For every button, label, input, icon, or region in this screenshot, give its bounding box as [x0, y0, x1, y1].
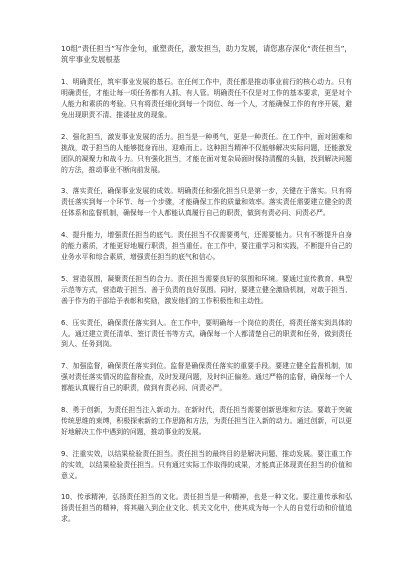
paragraph-10: 10、传承精神，弘扬责任担当的文化。责任担当是一种精神，也是一种文化。要注重传承和弘扬责任担当的精神，将其融入到企业文化、机关文化中，使其成为每一个人的自觉行动和价值追求。 — [61, 493, 352, 524]
paragraph-2: 2、强化担当，激发事业发展的活力。担当是一种勇气，更是一种责任。在工作中，面对困难和挑战，敢于担当的人能够挺身而出，迎难而上。这种担当精神不仅能够解决实际问题，还能激发团队的凝聚力和战斗力。只有强化担当，才能在面对复杂局面时保持清醒的头脑，找到解决问题的方法，推动事业不断向前发展。 — [61, 132, 352, 174]
document-intro: 10组“责任担当”写作金句，重塑责任，激发担当，助力发展，请您惠存深化“责任担当”，筑牢事业发展根基 — [61, 44, 352, 64]
paragraph-8: 8、勇于创新，为责任担当注入新动力。在新时代，责任担当需要创新思维和方法。要敢于突破传统思维的束缚，积极探索新的工作思路和方法，为责任担当注入新的动力。通过创新，可以更好地解决工作中遇到的问题，推动事业的发展。 — [61, 406, 352, 436]
paragraph-5: 5、营造氛围，凝聚责任担当的合力。责任担当需要良好的氛围和环境。要通过宣传教育、典型示范等方式，营造敢于担当、善于负责的良好氛围。同时，要建立健全激励机制，对敢于担当、善于作为的干部给予表彰和奖励，激发他们的工作积极性和主动性。 — [61, 274, 352, 305]
paragraph-1: 1、明确责任，筑牢事业发展的基石。在任何工作中，责任都是推动事业前行的核心动力。只有明确责任，才能让每一项任务都有人抓、有人管。明确责任不仅是对工作的基本要求，更是对个人能力和素质的考验。只有将责任细化到每一个岗位、每一个人，才能确保工作的有序开展，避免出现职责不清、推诿扯皮的现象。 — [61, 78, 352, 119]
paragraph-4: 4、提升能力，增强责任担当的底气。责任担当不仅需要勇气，还需要能力。只有不断提升自身的能力素质，才能更好地履行职责，担当重任。在工作中，要注重学习和实践，不断提升自己的业务水平和综合素质，增强责任担当的底气和信心。 — [61, 231, 352, 261]
paragraph-3: 3、落实责任，确保事业发展的成效。明确责任和强化担当只是第一步，关键在于落实。只有将责任落实到每一个环节、每一个步骤，才能确保工作的质量和效率。落实责任需要建立健全的责任体系和监督机制，确保每一个人都能认真履行自己的职责，做到有责必问、问责必严。 — [61, 187, 352, 218]
paragraph-6: 6、压实责任，确保责任落实到人。在工作中，要明确每一个岗位的责任，将责任落实到具体的人。通过建立责任清单、签订责任书等方式，确保每一个人都清楚自己的职责和任务，做到责任到人、任务到岗。 — [61, 318, 352, 349]
paragraph-7: 7、加强监督，确保责任落实到位。监督是确保责任落实的重要手段。要建立健全监督机制，加强对责任落实情况的监督检查，及时发现问题，及时纠正偏差。通过严格的监督，确保每一个人都能认真履行自己的职责，做到有责必问、问责必严。 — [61, 362, 352, 393]
paragraph-9: 9、注重实效，以结果检验责任担当。责任担当的最终目的是解决问题、推动发展。要注重工作的实效，以结果检验责任担当。只有通过实际工作取得的成果，才能真正体现责任担当的价值和意义。 — [61, 449, 352, 480]
